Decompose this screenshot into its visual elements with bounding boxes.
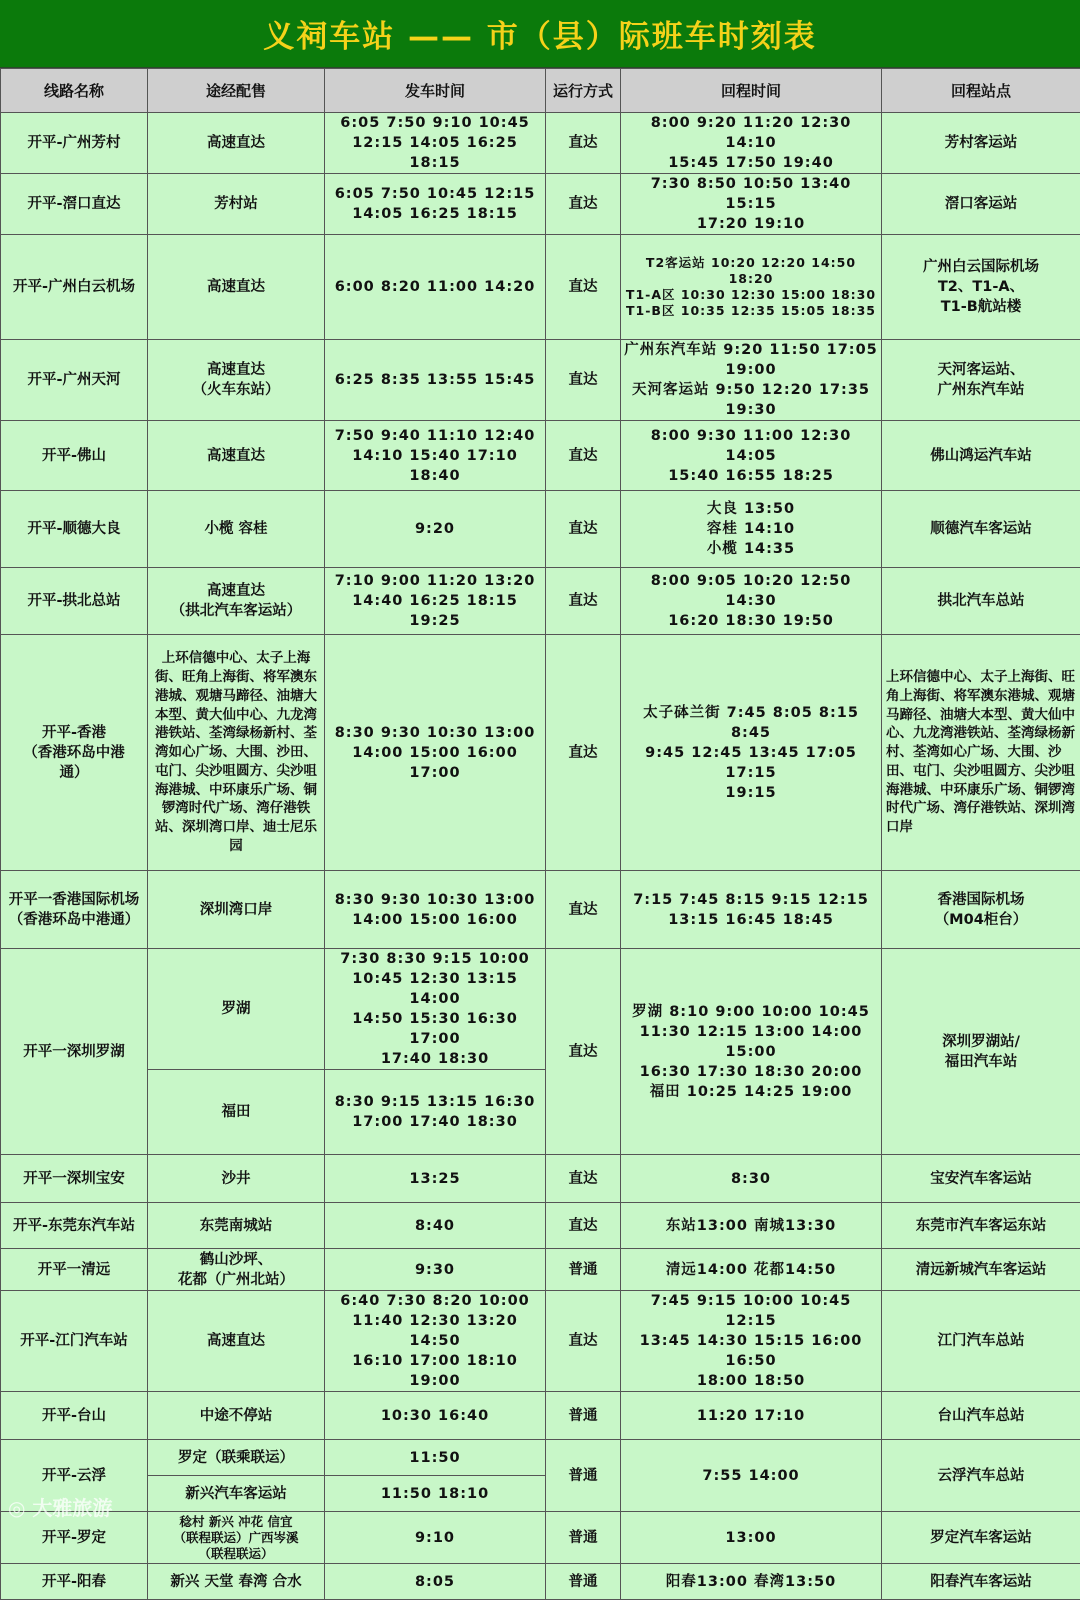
- table-row: [1, 174, 1080, 235]
- route-name: 开平-江门汽车站: [1, 1291, 148, 1392]
- table-row: [1, 635, 1080, 871]
- header-via: 途经配售: [148, 69, 325, 113]
- return-times: 东站13:00 南城13:30: [621, 1203, 882, 1249]
- depart-times: 11:50 18:10: [325, 1476, 546, 1512]
- route-name: 开平-罗定: [1, 1512, 148, 1564]
- return-times: 罗湖 8:10 9:00 10:00 10:45 11:30 12:15 13:00 14:00 15:00 16:30 17:30 18:30 20:00 福田 10:25 14:25 19:00: [621, 949, 882, 1155]
- return-station: 罗定汽车客运站: [882, 1512, 1080, 1564]
- depart-times: 8:05: [325, 1564, 546, 1600]
- via-stops: 新兴汽车客运站: [148, 1476, 325, 1512]
- return-times: 11:20 17:10: [621, 1392, 882, 1440]
- return-station: 佛山鸿运汽车站: [882, 421, 1080, 491]
- via-stops: 高速直达 （火车东站）: [148, 340, 325, 421]
- route-name: 开平-佛山: [1, 421, 148, 491]
- return-station: 拱北汽车总站: [882, 568, 1080, 635]
- return-station: 顺德汽车客运站: [882, 491, 1080, 568]
- table-row: [1, 1291, 1080, 1392]
- run-mode: 直达: [546, 949, 621, 1155]
- header-depart: 发车时间: [325, 69, 546, 113]
- return-station: 香港国际机场 （M04柜台）: [882, 871, 1080, 949]
- table-row: [1, 1155, 1080, 1203]
- depart-times: 7:50 9:40 11:10 12:40 14:10 15:40 17:10 18:40: [325, 421, 546, 491]
- return-times: 13:00: [621, 1512, 882, 1564]
- route-name: 开平一香港国际机场 （香港环岛中港通）: [1, 871, 148, 949]
- return-station: 芳村客运站: [882, 113, 1080, 174]
- return-times: T2客运站 10:20 12:20 14:50 18:20 T1-A区 10:30 12:30 15:00 18:30 T1-B区 10:35 12:35 15:05 18:35: [621, 235, 882, 340]
- depart-times: 13:25: [325, 1155, 546, 1203]
- via-stops: 稔村 新兴 冲花 信宜 （联程联运）广西岑溪 （联程联运）: [148, 1512, 325, 1564]
- run-mode: 直达: [546, 491, 621, 568]
- via-stops: 高速直达: [148, 421, 325, 491]
- via-stops: 中途不停站: [148, 1392, 325, 1440]
- via-stops: 上环信德中心、太子上海街、旺角上海街、将军澳东港城、观塘马蹄径、油塘大本型、黄大仙中心、九龙湾港铁站、荃湾绿杨新村、荃湾如心广场、大围、沙田、屯门、尖沙咀圆方、尖沙咀海港城、中环康乐广场、铜锣湾时代广场、湾仔港铁站、深圳湾口岸、迪士尼乐园: [148, 635, 325, 871]
- header-return: 回程时间: [621, 69, 882, 113]
- title-bar: [0, 0, 1080, 68]
- header-mode: 运行方式: [546, 69, 621, 113]
- run-mode: 普通: [546, 1440, 621, 1512]
- run-mode: 直达: [546, 174, 621, 235]
- timetable: [0, 68, 1080, 1600]
- depart-times: 11:50: [325, 1440, 546, 1476]
- header-row: [1, 69, 1080, 113]
- table-row: [1, 871, 1080, 949]
- route-name: 开平一深圳宝安: [1, 1155, 148, 1203]
- return-times: 广州东汽车站 9:20 11:50 17:05 19:00 天河客运站 9:50 12:20 17:35 19:30: [621, 340, 882, 421]
- route-name: 开平-香港 （香港环岛中港 通）: [1, 635, 148, 871]
- route-name: 开平-台山: [1, 1392, 148, 1440]
- via-stops: 高速直达: [148, 235, 325, 340]
- depart-times: 7:30 8:30 9:15 10:00 10:45 12:30 13:15 14:00 14:50 15:30 16:30 17:00 17:40 18:30: [325, 949, 546, 1070]
- route-name: 开平-东莞东汽车站: [1, 1203, 148, 1249]
- table-row: [1, 421, 1080, 491]
- page-title: 义祠车站 —— 市（县）际班车时刻表: [263, 11, 817, 56]
- via-stops: 深圳湾口岸: [148, 871, 325, 949]
- via-stops: 小榄 容桂: [148, 491, 325, 568]
- return-times: 大良 13:50 容桂 14:10 小榄 14:35: [621, 491, 882, 568]
- run-mode: 直达: [546, 113, 621, 174]
- via-stops: 罗湖: [148, 949, 325, 1070]
- table-row: [1, 1440, 1080, 1476]
- run-mode: 直达: [546, 568, 621, 635]
- depart-times: 10:30 16:40: [325, 1392, 546, 1440]
- depart-times: 8:30 9:30 10:30 13:00 14:00 15:00 16:00: [325, 871, 546, 949]
- return-times: 7:55 14:00: [621, 1440, 882, 1512]
- via-stops: 沙井: [148, 1155, 325, 1203]
- return-station: 清远新城汽车客运站: [882, 1249, 1080, 1291]
- depart-times: 6:40 7:30 8:20 10:00 11:40 12:30 13:20 14:50 16:10 17:00 18:10 19:00: [325, 1291, 546, 1392]
- route-name: 开平-拱北总站: [1, 568, 148, 635]
- route-name: 开平-广州芳村: [1, 113, 148, 174]
- via-stops: 新兴 天堂 春湾 合水: [148, 1564, 325, 1600]
- route-name: 开平-滘口直达: [1, 174, 148, 235]
- depart-times: 9:20: [325, 491, 546, 568]
- run-mode: 普通: [546, 1392, 621, 1440]
- header-route: 线路名称: [1, 69, 148, 113]
- run-mode: 直达: [546, 1155, 621, 1203]
- depart-times: 9:30: [325, 1249, 546, 1291]
- return-times: 8:00 9:30 11:00 12:30 14:05 15:40 16:55 18:25: [621, 421, 882, 491]
- via-stops: 高速直达 （拱北汽车客运站）: [148, 568, 325, 635]
- depart-times: 9:10: [325, 1512, 546, 1564]
- return-times: 8:00 9:05 10:20 12:50 14:30 16:20 18:30 19:50: [621, 568, 882, 635]
- table-row: [1, 1564, 1080, 1600]
- return-station: 阳春汽车客运站: [882, 1564, 1080, 1600]
- return-station: 深圳罗湖站/ 福田汽车站: [882, 949, 1080, 1155]
- route-name: 开平-云浮: [1, 1440, 148, 1512]
- run-mode: 直达: [546, 340, 621, 421]
- return-times: 8:30: [621, 1155, 882, 1203]
- depart-times: 8:40: [325, 1203, 546, 1249]
- return-times: 8:00 9:20 11:20 12:30 14:10 15:45 17:50 19:40: [621, 113, 882, 174]
- return-station: 滘口客运站: [882, 174, 1080, 235]
- table-row: [1, 1392, 1080, 1440]
- table-row: [1, 1203, 1080, 1249]
- return-times: 太子砵兰街 7:45 8:05 8:15 8:45 9:45 12:45 13:45 17:05 17:15 19:15: [621, 635, 882, 871]
- depart-times: 6:05 7:50 9:10 10:45 12:15 14:05 16:25 18:15: [325, 113, 546, 174]
- depart-times: 6:25 8:35 13:55 15:45: [325, 340, 546, 421]
- table-row: [1, 340, 1080, 421]
- run-mode: 直达: [546, 1203, 621, 1249]
- route-name: 开平一清远: [1, 1249, 148, 1291]
- watermark: ◎ 大雅旅游: [8, 1492, 112, 1521]
- run-mode: 普通: [546, 1249, 621, 1291]
- via-stops: 东莞南城站: [148, 1203, 325, 1249]
- table-row: [1, 491, 1080, 568]
- return-station: 天河客运站、 广州东汽车站: [882, 340, 1080, 421]
- run-mode: 直达: [546, 635, 621, 871]
- table-row: [1, 1512, 1080, 1564]
- via-stops: 鹤山沙坪、 花都（广州北站）: [148, 1249, 325, 1291]
- route-name: 开平一深圳罗湖: [1, 949, 148, 1155]
- depart-times: 8:30 9:15 13:15 16:30 17:00 17:40 18:30: [325, 1070, 546, 1155]
- route-name: 开平-广州天河: [1, 340, 148, 421]
- via-stops: 高速直达: [148, 1291, 325, 1392]
- via-stops: 罗定（联乘联运）: [148, 1440, 325, 1476]
- return-station: 广州白云国际机场 T2、T1-A、 T1-B航站楼: [882, 235, 1080, 340]
- via-stops: 高速直达: [148, 113, 325, 174]
- return-times: 7:30 8:50 10:50 13:40 15:15 17:20 19:10: [621, 174, 882, 235]
- depart-times: 6:00 8:20 11:00 14:20: [325, 235, 546, 340]
- run-mode: 普通: [546, 1564, 621, 1600]
- depart-times: 7:10 9:00 11:20 13:20 14:40 16:25 18:15 19:25: [325, 568, 546, 635]
- return-times: 阳春13:00 春湾13:50: [621, 1564, 882, 1600]
- route-name: 开平-阳春: [1, 1564, 148, 1600]
- return-times: 清远14:00 花都14:50: [621, 1249, 882, 1291]
- run-mode: 直达: [546, 871, 621, 949]
- via-stops: 福田: [148, 1070, 325, 1155]
- run-mode: 直达: [546, 1291, 621, 1392]
- route-name: 开平-顺德大良: [1, 491, 148, 568]
- return-station: 云浮汽车总站: [882, 1440, 1080, 1512]
- table-row: [1, 235, 1080, 340]
- depart-times: 6:05 7:50 10:45 12:15 14:05 16:25 18:15: [325, 174, 546, 235]
- table-row: [1, 113, 1080, 174]
- return-station: 台山汽车总站: [882, 1392, 1080, 1440]
- table-row: [1, 568, 1080, 635]
- table-row: [1, 949, 1080, 1070]
- via-stops: 芳村站: [148, 174, 325, 235]
- run-mode: 普通: [546, 1512, 621, 1564]
- return-station: 江门汽车总站: [882, 1291, 1080, 1392]
- route-name: 开平-广州白云机场: [1, 235, 148, 340]
- run-mode: 直达: [546, 421, 621, 491]
- return-station: 东莞市汽车客运东站: [882, 1203, 1080, 1249]
- table-row: [1, 1249, 1080, 1291]
- header-station: 回程站点: [882, 69, 1080, 113]
- run-mode: 直达: [546, 235, 621, 340]
- return-times: 7:15 7:45 8:15 9:15 12:15 13:15 16:45 18:45: [621, 871, 882, 949]
- depart-times: 8:30 9:30 10:30 13:00 14:00 15:00 16:00 17:00: [325, 635, 546, 871]
- return-station: 宝安汽车客运站: [882, 1155, 1080, 1203]
- return-times: 7:45 9:15 10:00 10:45 12:15 13:45 14:30 15:15 16:00 16:50 18:00 18:50: [621, 1291, 882, 1392]
- return-station: 上环信德中心、太子上海街、旺角上海街、将军澳东港城、观塘马蹄径、油塘大本型、黄大仙中心、九龙湾港铁站、荃湾绿杨新村、荃湾如心广场、大围、沙田、屯门、尖沙咀圆方、尖沙咀海港城、中环康乐广场、铜锣湾时代广场、湾仔港铁站、深圳湾口岸: [882, 635, 1080, 871]
